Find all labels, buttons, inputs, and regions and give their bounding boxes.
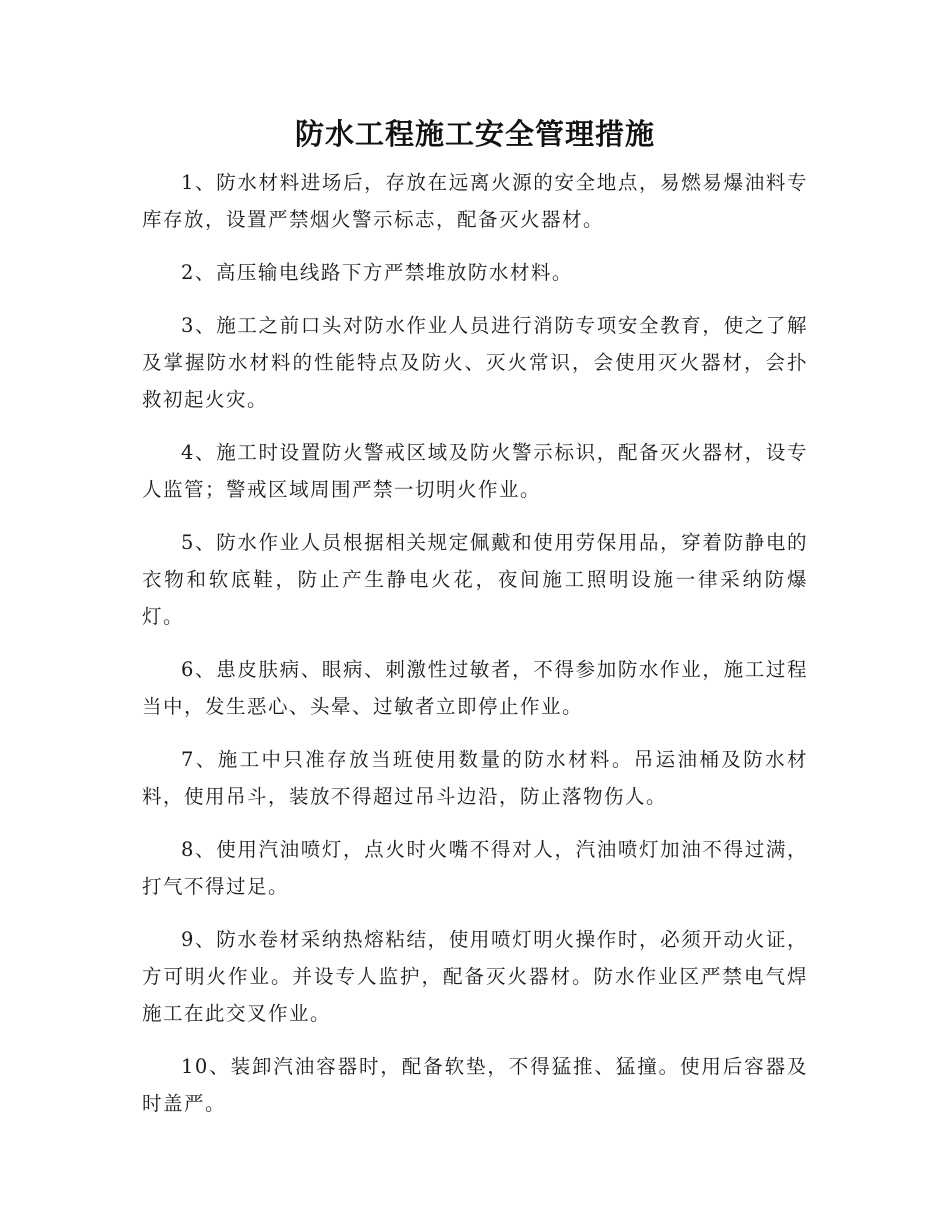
- paragraph-5: 5、防水作业人员根据相关规定佩戴和使用劳保用品，穿着防静电的衣物和软底鞋，防止产生静电火花，夜间施工照明设施一律采纳防爆灯。: [142, 531, 808, 628]
- paragraph-1: 1、防水材料进场后，存放在远离火源的安全地点，易燃易爆油料专库存放，设置严禁烟火警示标志，配备灭火器材。: [142, 171, 808, 231]
- paragraph-2: 2、高压输电线路下方严禁堆放防水材料。: [181, 261, 573, 284]
- paragraph-4: 4、施工时设置防火警戒区域及防火警示标识，配备灭火器材，设专人监管；警戒区域周围严禁一切明火作业。: [142, 441, 808, 501]
- paragraph-10: 10、装卸汽油容器时，配备软垫，不得猛推、猛撞。使用后容器及时盖严。: [142, 1055, 808, 1115]
- document-body: [142, 164, 808, 1138]
- paragraph-8: 8、使用汽油喷灯，点火时火嘴不得对人，汽油喷灯加油不得过满，打气不得过足。: [142, 838, 808, 898]
- paragraph-6: 6、患皮肤病、眼病、刺激性过敏者，不得参加防水作业，施工过程当中，发生恶心、头晕、过敏者立即停止作业。: [142, 658, 808, 718]
- document-title: 防水工程施工安全管理措施: [294, 117, 655, 151]
- paragraph-7: 7、施工中只准存放当班使用数量的防水材料。吊运油桶及防水材料，使用吊斗，装放不得超过吊斗边沿，防止落物伤人。: [142, 748, 808, 808]
- paragraph-9: 9、防水卷材采纳热熔粘结，使用喷灯明火操作时，必须开动火证，方可明火作业。并设专人监护，配备灭火器材。防水作业区严禁电气焊施工在此交叉作业。: [142, 928, 808, 1025]
- paragraph-3: 3、施工之前口头对防水作业人员进行消防专项安全教育，使之了解及掌握防水材料的性能特点及防火、灭火常识，会使用灭火器材，会扑救初起火灾。: [142, 314, 808, 411]
